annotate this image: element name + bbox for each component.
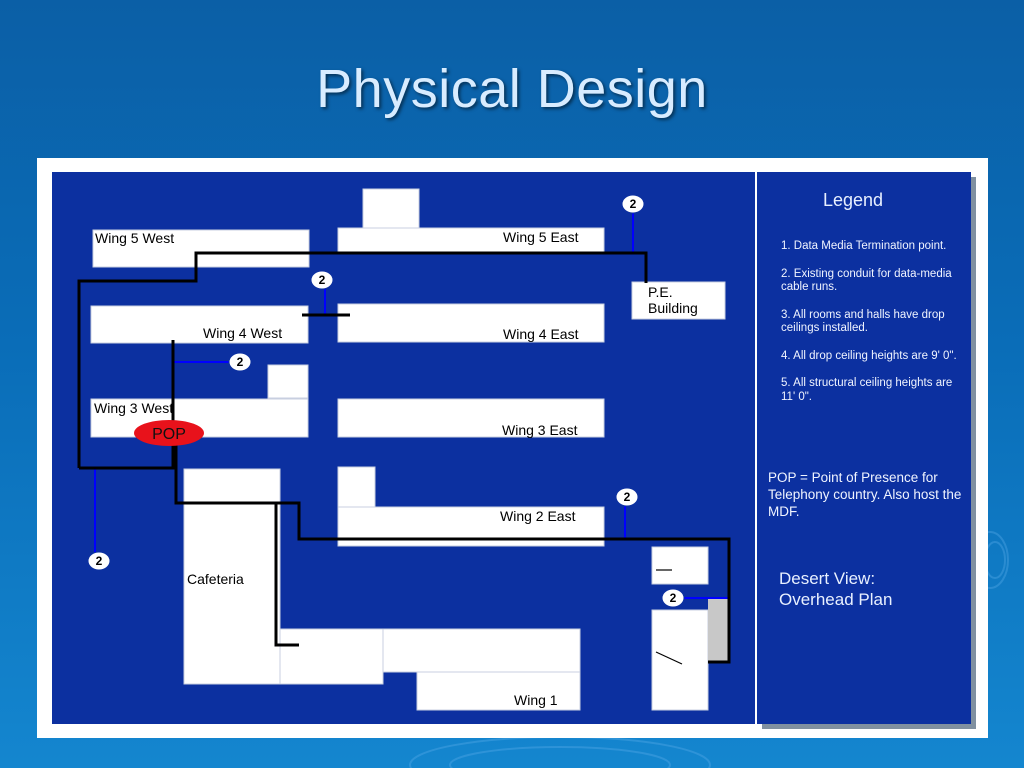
legend-item: 4. All drop ceiling heights are 9' 0". (781, 349, 957, 362)
legend-item: 3. All rooms and halls have drop ceilings installed. (781, 308, 945, 334)
plan-caption-line2: Overhead Plan (779, 590, 893, 609)
wing3-east-label: Wing 3 East (502, 422, 578, 438)
svg-text:POP: POP (152, 426, 186, 443)
legend-list (781, 240, 965, 418)
legend-item: 1. Data Media Termination point. (781, 240, 947, 252)
svg-text:2: 2 (629, 197, 637, 211)
plan-caption (779, 568, 959, 610)
wing2-east-label: Wing 2 East (500, 508, 576, 524)
termination-point-marker (88, 552, 110, 570)
wing1-label: Wing 1 (514, 692, 558, 708)
svg-text:2: 2 (669, 591, 677, 605)
termination-point-marker (311, 271, 333, 289)
wing5-east-label: Wing 5 East (503, 229, 579, 245)
wing4-east-label: Wing 4 East (503, 326, 579, 342)
termination-point-marker (622, 195, 644, 213)
svg-text:2: 2 (623, 490, 631, 504)
pop-definition: POP = Point of Presence for Telephony country. Also host the MDF. (768, 470, 962, 519)
cafeteria-label: Cafeteria (187, 571, 244, 587)
svg-text:2: 2 (236, 355, 244, 369)
wing3-west-label: Wing 3 West (94, 400, 174, 416)
legend-item: 2. Existing conduit for data-media cable runs. (781, 267, 952, 293)
legend-item: 5. All structural ceiling heights are 11' 0". (781, 377, 953, 403)
pop-marker (134, 420, 204, 446)
legend-title: Legend (823, 190, 884, 210)
wing4-west-label: Wing 4 West (203, 325, 283, 341)
pe-building-label-line1: P.E. (648, 284, 673, 300)
termination-point-marker (229, 353, 251, 371)
termination-point-marker (616, 488, 638, 506)
slide-title: Physical Design (316, 59, 708, 119)
pe-building-label-line2: Building (648, 300, 698, 316)
svg-text:2: 2 (95, 554, 103, 568)
svg-text:2: 2 (318, 273, 326, 287)
termination-point-marker (662, 589, 684, 607)
plan-caption-line1: Desert View: (779, 569, 876, 588)
wing5-west-label: Wing 5 West (95, 230, 175, 246)
